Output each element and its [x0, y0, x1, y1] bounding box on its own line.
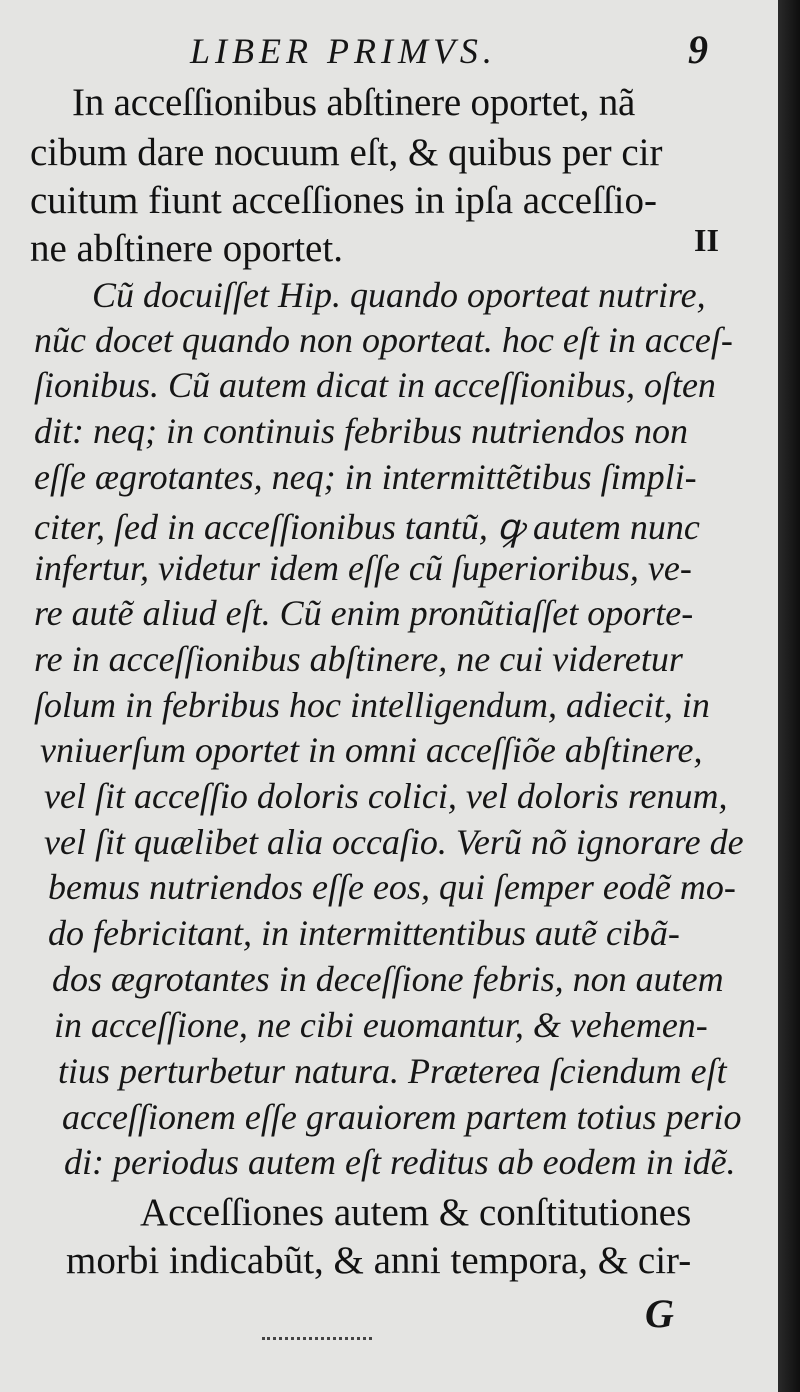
commentary-line: dit: neq; in continuis febribus nutriendos non — [34, 411, 688, 451]
commentary-line: citer, ſed in acceſſionibus tantũ, ꝙ autem nunc — [34, 507, 700, 547]
aphorism-line: morbi indicabũt, & anni tempora, & cir- — [66, 1239, 692, 1282]
commentary-line: do febricitant, in intermittentibus autẽ cibã- — [48, 913, 680, 953]
commentary-line: ſionibus. Cũ autem dicat in acceſſionibus, oſten — [34, 365, 716, 405]
signature-mark: G — [645, 1291, 674, 1336]
commentary-line: bemus nutriendos eſſe eos, qui ſemper eodẽ mo- — [48, 867, 736, 907]
commentary-line: acceſſionem eſſe grauiorem partem totius perio — [62, 1097, 742, 1137]
aphorism-line: cibum dare nocuum eſt, & quibus per cir — [30, 131, 663, 174]
commentary-line: nũc docet quando non oporteat. hoc eſt in acceſ- — [34, 320, 733, 360]
aphorism-number: II — [694, 222, 719, 258]
commentary-line: in acceſſione, ne cibi euomantur, & vehemen- — [54, 1005, 708, 1045]
commentary-line: vel ſit acceſſio doloris colici, vel doloris renum, — [44, 776, 728, 816]
commentary-line: ſolum in febribus hoc intelligendum, adiecit, in — [34, 685, 710, 725]
commentary-line: di: periodus autem eſt reditus ab eodem in idẽ. — [64, 1142, 736, 1182]
commentary-line: re autẽ aliud eſt. Cũ enim pronũtiaſſet oporte- — [34, 593, 694, 633]
aphorism-line: In acceſſionibus abſtinere oportet, nã — [72, 81, 636, 124]
commentary-line: vniuerſum oportet in omni acceſſiõe abſtinere, — [40, 730, 703, 770]
folio-number: 9 — [688, 27, 708, 72]
page-edge-shadow — [778, 0, 800, 1392]
commentary-line: Cũ docuiſſet Hip. quando oporteat nutrire, — [92, 275, 706, 315]
running-title: LIBER PRIMVS. — [190, 31, 497, 71]
commentary-line: dos ægrotantes in deceſſione febris, non autem — [52, 959, 724, 999]
commentary-line: tius perturbetur natura. Præterea ſciendum eſt — [58, 1051, 727, 1091]
printer-rule — [262, 1337, 372, 1340]
commentary-line: re in acceſſionibus abſtinere, ne cui videretur — [34, 639, 683, 679]
aphorism-line: cuitum fiunt acceſſiones in ipſa acceſſio- — [30, 179, 658, 222]
aphorism-line: ne abſtinere oportet. — [30, 227, 343, 270]
commentary-line: infertur, videtur idem eſſe cũ ſuperioribus, ve- — [34, 548, 692, 588]
commentary-line: eſſe ægrotantes, neq; in intermittẽtibus ſimpli- — [34, 457, 697, 497]
commentary-line: vel ſit quælibet alia occaſio. Verũ nõ ignorare de — [44, 822, 744, 862]
aphorism-line: Acceſſiones autem & conſtitutiones — [140, 1191, 692, 1234]
